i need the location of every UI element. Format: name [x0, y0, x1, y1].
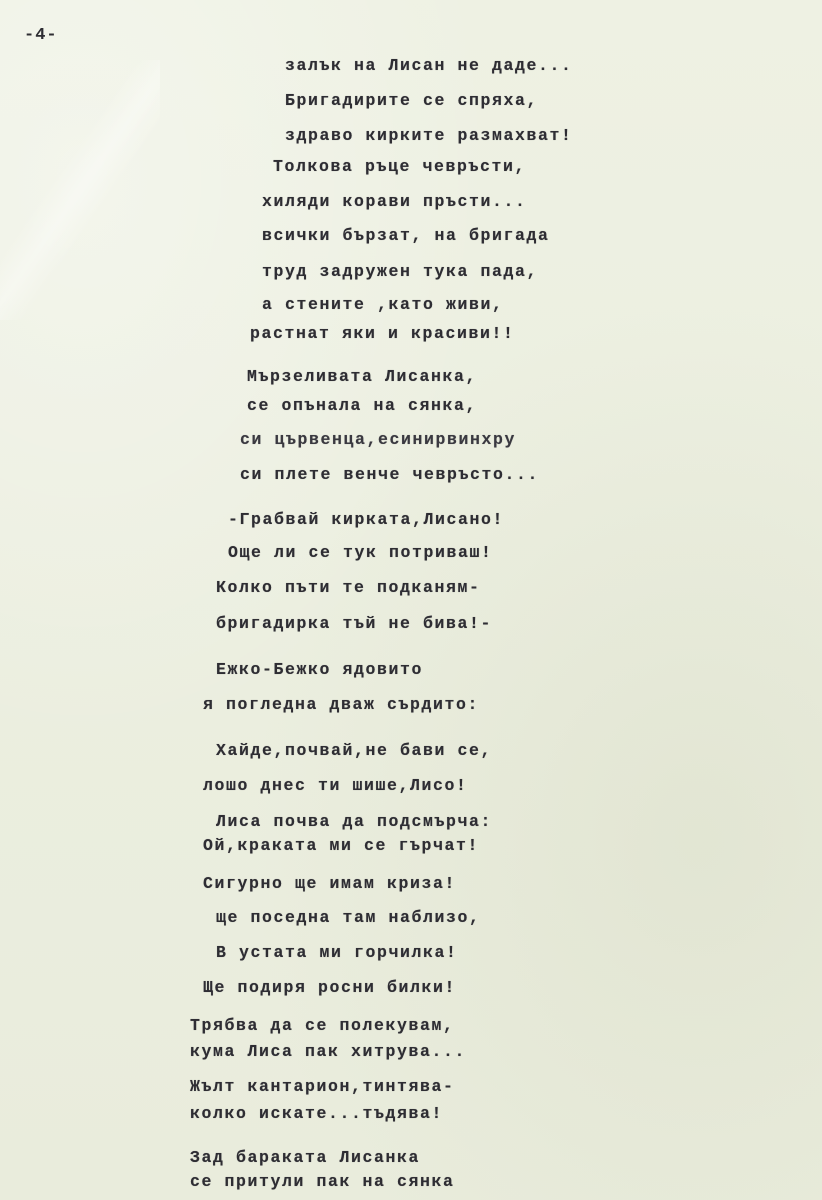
poem-line: Зад бараката Лисанка	[190, 1148, 421, 1167]
poem-line: Ежко-Бежко ядовито	[216, 660, 424, 679]
poem-line: труд задружен тука пада,	[262, 262, 539, 281]
poem-line: Ой,краката ми се гърчат!	[203, 836, 480, 855]
poem-line: Още ли се тук потриваш!	[228, 543, 493, 562]
poem-line: Жълт кантарион,тинтява-	[190, 1077, 455, 1096]
poem-line: Сигурно ще имам криза!	[203, 874, 457, 893]
poem-line: хиляди корави пръсти...	[262, 192, 527, 211]
poem-line: Трябва да се полекувам,	[190, 1016, 455, 1035]
poem-line: Ще подиря росни билки!	[203, 978, 457, 997]
paper-crease	[0, 60, 160, 320]
poem-line: а стените ,като живи,	[262, 295, 504, 314]
poem-line: я погледна двaж сърдито:	[203, 695, 480, 714]
poem-line: Бригадирите се спряха,	[285, 91, 539, 110]
poem-line: всички бързат, на бригада	[262, 226, 550, 245]
poem-line: Колко пъти те подканям-	[216, 578, 481, 597]
page-number: -4-	[24, 26, 58, 45]
poem-line: залък на Лисан не даде...	[285, 56, 573, 75]
poem-line: лошо днес ти шише,Лисо!	[203, 776, 468, 795]
poem-line: В устата ми горчилка!	[216, 943, 458, 962]
poem-line: растнат яки и красиви!!	[250, 324, 515, 343]
poem-line: ще поседна там наблизо,	[216, 908, 481, 927]
poem-line: колко искате...тъдява!	[190, 1104, 444, 1123]
poem-line: бригадирка тъй не бива!-	[216, 614, 493, 633]
poem-line: си плете венче чевръсто...	[240, 465, 540, 484]
poem-line: Мързеливата Лисанка,	[247, 367, 478, 386]
struck-out-line: си цървенца,есинирвинхру	[240, 430, 517, 449]
poem-line: Лиса почва да подсмърча:	[216, 812, 493, 831]
poem-line: се опънала на сянка,	[247, 396, 478, 415]
poem-line: -Грабвай кирката,Лисано!	[228, 510, 505, 529]
poem-line: Толкова ръце чевръсти,	[273, 157, 527, 176]
poem-line: се притули пак на сянка	[190, 1172, 455, 1191]
poem-line: здраво кирките размахват!	[285, 126, 573, 145]
poem-line: Хайде,почвай,не бави се,	[216, 741, 493, 760]
poem-line: кума Лиса пак хитрува...	[190, 1042, 467, 1061]
